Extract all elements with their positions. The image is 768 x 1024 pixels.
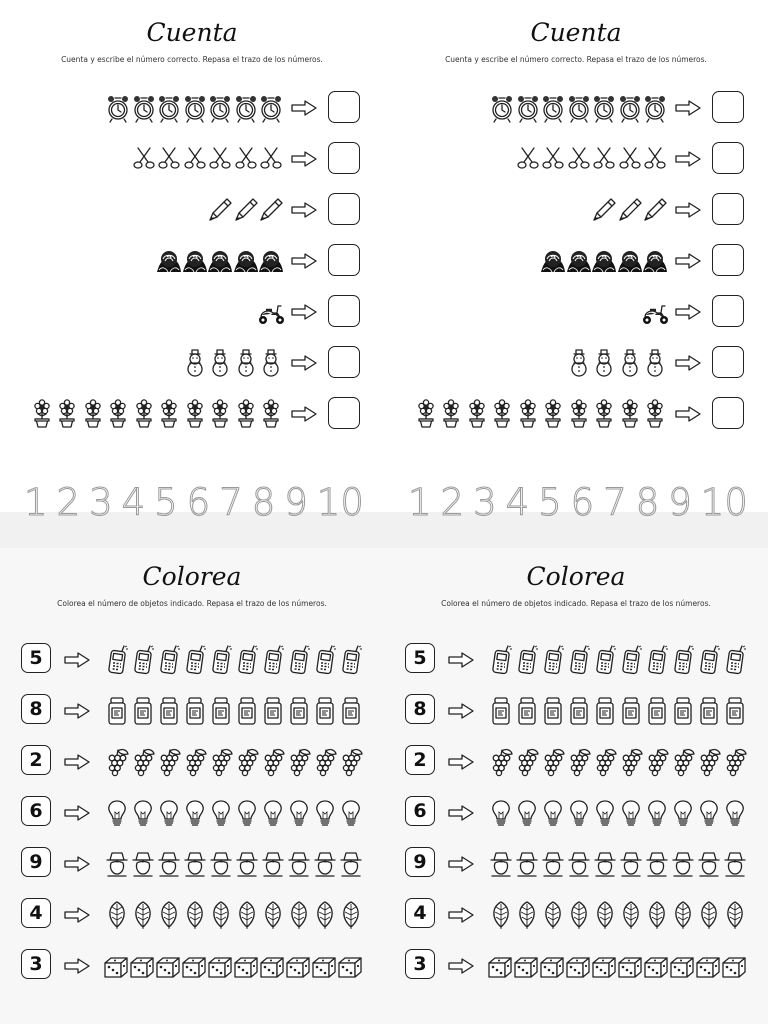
trace-number[interactable]: 10 <box>316 480 364 524</box>
arrow-icon <box>674 405 702 423</box>
sheet-title: Colorea <box>142 562 242 591</box>
cuenta-sheet-left <box>0 0 384 524</box>
target-number: 9 <box>405 847 435 877</box>
cuenta-sheet-right <box>384 0 768 524</box>
color-row <box>0 640 384 680</box>
rose-icon <box>640 246 670 276</box>
colorea-sheet-right <box>384 548 768 1024</box>
target-number: 3 <box>405 949 435 979</box>
color-row <box>0 895 384 935</box>
arrow-icon <box>674 99 702 117</box>
arrow-icon <box>447 957 475 975</box>
answer-box[interactable] <box>712 193 744 225</box>
alarm-clock-icon <box>256 93 286 123</box>
sheet-instructions: Colorea el número de objetos indicado. Repasa el trazo de los números. <box>441 599 711 608</box>
arrow-icon <box>674 201 702 219</box>
trace-number[interactable]: 2 <box>56 480 81 524</box>
target-number: 6 <box>405 796 435 826</box>
scooter-icon <box>640 297 670 327</box>
trace-number[interactable]: 1 <box>24 480 48 524</box>
trace-number[interactable]: 9 <box>668 480 692 524</box>
answer-box[interactable] <box>328 397 360 429</box>
color-row <box>0 793 384 833</box>
trace-number[interactable]: 10 <box>700 480 748 524</box>
count-row <box>0 139 384 179</box>
color-row <box>0 844 384 884</box>
trace-number[interactable]: 6 <box>186 480 211 524</box>
trace-number[interactable]: 5 <box>538 480 562 524</box>
target-number: 5 <box>405 643 435 673</box>
arrow-icon <box>674 150 702 168</box>
sheet-instructions: Cuenta y escribe el número correcto. Repasa el trazo de los números. <box>61 55 323 64</box>
scissors-icon <box>640 144 670 174</box>
rose-icon <box>256 246 286 276</box>
scooter-icon <box>256 297 286 327</box>
answer-box[interactable] <box>712 142 744 174</box>
arrow-icon <box>447 651 475 669</box>
arrow-icon <box>447 753 475 771</box>
trace-number[interactable]: 3 <box>89 480 113 524</box>
trace-number[interactable]: 1 <box>408 480 432 524</box>
tracing-numbers <box>24 482 364 522</box>
dice-icon[interactable] <box>720 951 750 981</box>
sheet-title: Cuenta <box>530 18 622 47</box>
dice-icon[interactable] <box>336 951 366 981</box>
light-bulb-icon[interactable] <box>336 798 366 828</box>
color-row <box>384 844 768 884</box>
pencil-icon <box>256 195 286 225</box>
color-row <box>384 946 768 986</box>
target-number: 2 <box>405 745 435 775</box>
color-row <box>384 793 768 833</box>
snowman-icon <box>640 348 670 378</box>
arrow-icon <box>63 957 91 975</box>
grapes-icon[interactable] <box>720 747 750 777</box>
count-row <box>0 190 384 230</box>
arrow-icon <box>290 150 318 168</box>
answer-box[interactable] <box>328 295 360 327</box>
target-number: 8 <box>405 694 435 724</box>
trace-number[interactable]: 7 <box>219 480 243 524</box>
target-number: 4 <box>405 898 435 928</box>
alarm-clock-icon <box>640 93 670 123</box>
count-row <box>0 241 384 281</box>
arrow-icon <box>290 99 318 117</box>
arrow-icon <box>63 651 91 669</box>
answer-box[interactable] <box>328 346 360 378</box>
arrow-icon <box>63 753 91 771</box>
arrow-icon <box>290 354 318 372</box>
answer-box[interactable] <box>328 244 360 276</box>
arrow-icon <box>63 906 91 924</box>
answer-box[interactable] <box>712 295 744 327</box>
lamp-icon[interactable] <box>336 849 366 879</box>
answer-box[interactable] <box>328 193 360 225</box>
glue-bottle-icon[interactable] <box>336 696 366 726</box>
count-row <box>384 190 768 230</box>
arrow-icon <box>290 252 318 270</box>
target-number: 3 <box>21 949 51 979</box>
count-row <box>384 343 768 383</box>
glue-bottle-icon[interactable] <box>720 696 750 726</box>
target-number: 8 <box>21 694 51 724</box>
arrow-icon <box>290 201 318 219</box>
arrow-icon <box>63 855 91 873</box>
colorea-sheet-left <box>0 548 384 1024</box>
potted-flower-icon <box>640 399 670 429</box>
target-number: 4 <box>21 898 51 928</box>
mobile-phone-icon[interactable] <box>720 645 750 675</box>
target-number: 6 <box>21 796 51 826</box>
arrow-icon <box>674 252 702 270</box>
snowman-icon <box>256 348 286 378</box>
trace-number[interactable]: 8 <box>635 480 660 524</box>
arrow-icon <box>447 702 475 720</box>
sheet-title: Colorea <box>526 562 626 591</box>
count-row <box>384 394 768 434</box>
arrow-icon <box>63 804 91 822</box>
color-row <box>384 895 768 935</box>
count-row <box>0 394 384 434</box>
trace-number[interactable]: 7 <box>603 480 627 524</box>
answer-box[interactable] <box>328 142 360 174</box>
count-row <box>384 241 768 281</box>
scissors-icon <box>256 144 286 174</box>
trace-number[interactable]: 6 <box>570 480 595 524</box>
mobile-phone-icon[interactable] <box>336 645 366 675</box>
answer-box[interactable] <box>712 397 744 429</box>
answer-box[interactable] <box>712 91 744 123</box>
color-row <box>384 691 768 731</box>
trace-number[interactable]: 2 <box>440 480 465 524</box>
pencil-icon <box>640 195 670 225</box>
count-row <box>384 88 768 128</box>
count-row <box>384 292 768 332</box>
target-number: 5 <box>21 643 51 673</box>
trace-number[interactable]: 4 <box>505 480 530 524</box>
potted-flower-icon <box>256 399 286 429</box>
trace-number[interactable]: 9 <box>284 480 308 524</box>
tracing-numbers <box>408 482 748 522</box>
count-row <box>384 139 768 179</box>
trace-number[interactable]: 4 <box>121 480 146 524</box>
grapes-icon[interactable] <box>336 747 366 777</box>
count-row <box>0 292 384 332</box>
arrow-icon <box>447 906 475 924</box>
arrow-icon <box>447 804 475 822</box>
light-bulb-icon[interactable] <box>720 798 750 828</box>
lamp-icon[interactable] <box>720 849 750 879</box>
target-number: 9 <box>21 847 51 877</box>
arrow-icon <box>674 303 702 321</box>
arrow-icon <box>63 702 91 720</box>
sheet-instructions: Colorea el número de objetos indicado. Repasa el trazo de los números. <box>57 599 327 608</box>
arrow-icon <box>290 405 318 423</box>
target-number: 2 <box>21 745 51 775</box>
trace-number[interactable]: 3 <box>473 480 497 524</box>
arrow-icon <box>674 354 702 372</box>
count-row <box>0 343 384 383</box>
leaf-icon[interactable] <box>336 900 366 930</box>
trace-number[interactable]: 5 <box>154 480 178 524</box>
sheet-title: Cuenta <box>146 18 238 47</box>
arrow-icon <box>447 855 475 873</box>
color-row <box>0 691 384 731</box>
answer-box[interactable] <box>712 244 744 276</box>
color-row <box>0 742 384 782</box>
color-row <box>384 742 768 782</box>
color-row <box>0 946 384 986</box>
answer-box[interactable] <box>712 346 744 378</box>
sheet-instructions: Cuenta y escribe el número correcto. Repasa el trazo de los números. <box>445 55 707 64</box>
arrow-icon <box>290 303 318 321</box>
color-row <box>384 640 768 680</box>
count-row <box>0 88 384 128</box>
trace-number[interactable]: 8 <box>251 480 276 524</box>
leaf-icon[interactable] <box>720 900 750 930</box>
answer-box[interactable] <box>328 91 360 123</box>
